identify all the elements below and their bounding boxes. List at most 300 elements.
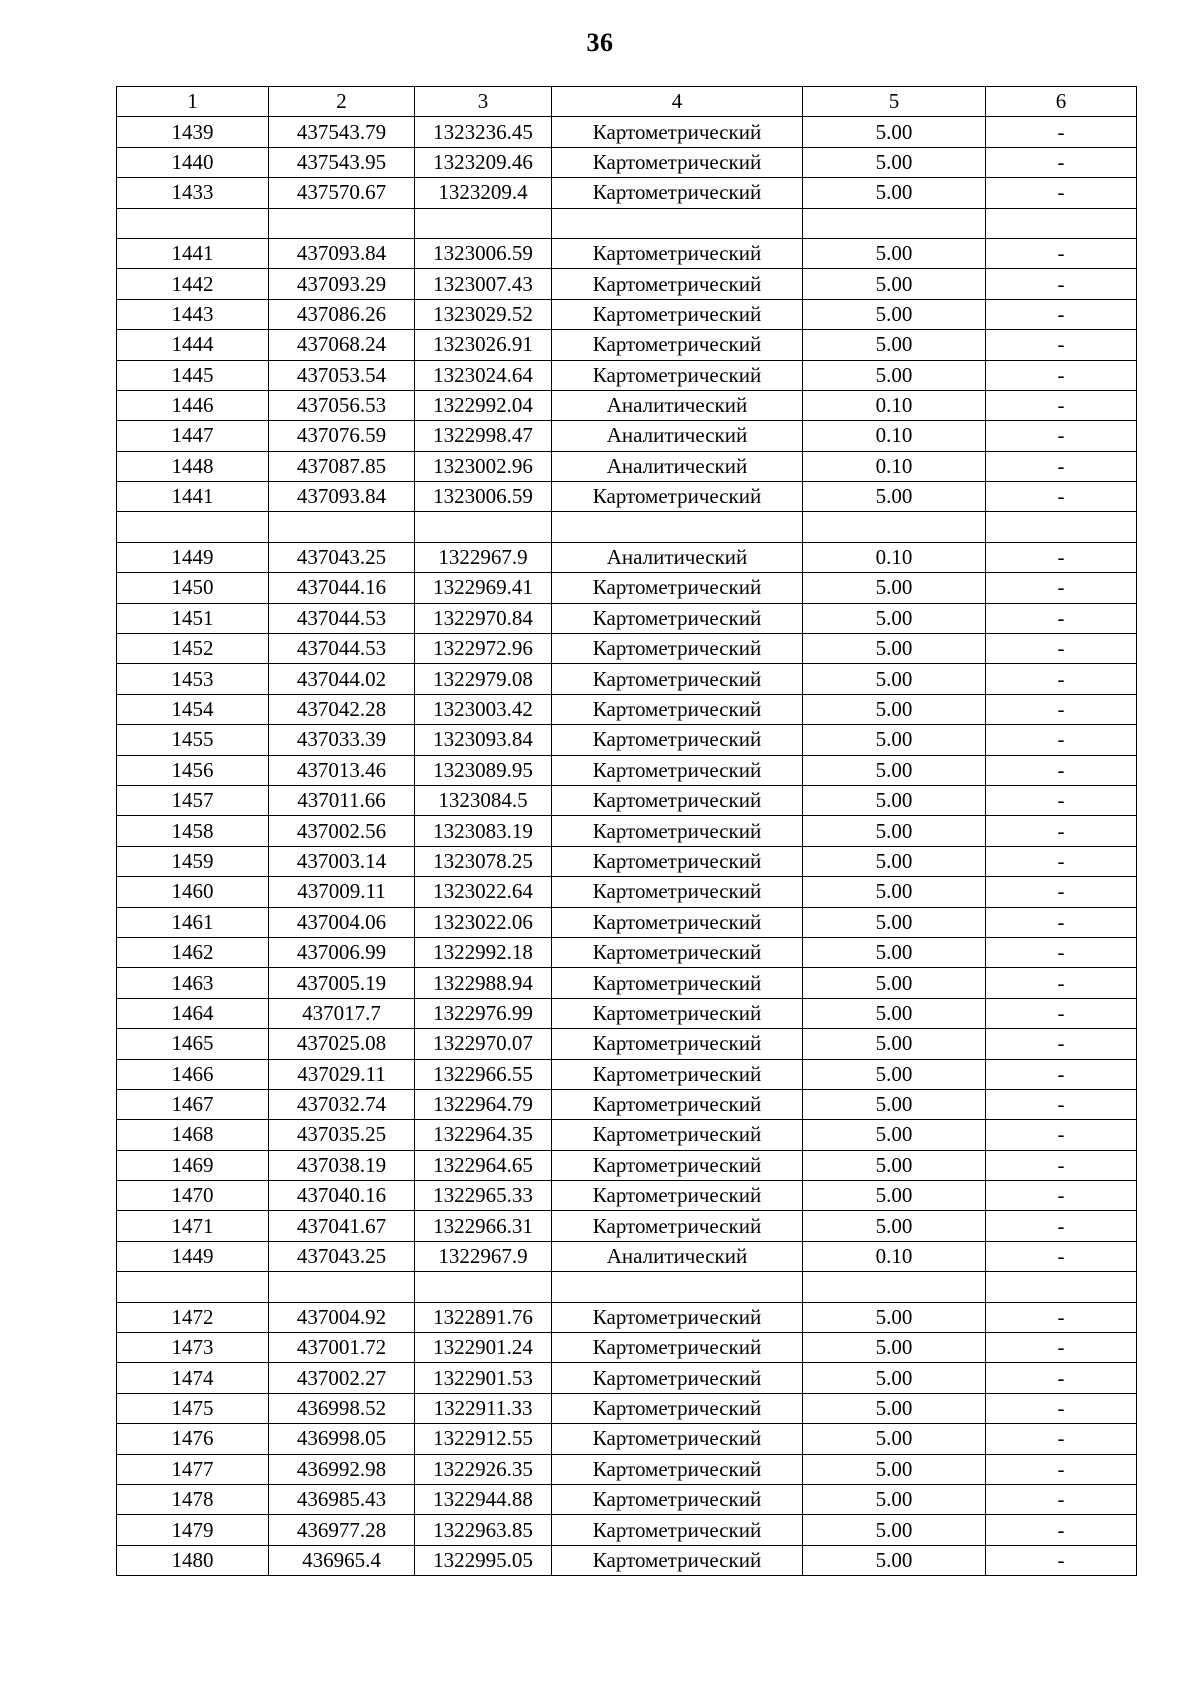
- cell-method: [552, 208, 803, 238]
- cell-y-coordinate: [415, 512, 552, 542]
- cell-method: Картометрический: [552, 785, 803, 815]
- cell-point-number: 1473: [117, 1333, 269, 1363]
- table-row: [117, 1241, 1137, 1271]
- cell-method: Картометрический: [552, 1424, 803, 1454]
- table-row: [117, 1393, 1137, 1423]
- cell-note: -: [986, 1515, 1137, 1545]
- cell-y-coordinate: 1322963.85: [415, 1515, 552, 1545]
- cell-note: -: [986, 1059, 1137, 1089]
- table-row: [117, 1363, 1137, 1393]
- cell-method: Картометрический: [552, 907, 803, 937]
- cell-point-number: 1464: [117, 998, 269, 1028]
- cell-method: Картометрический: [552, 816, 803, 846]
- cell-note: -: [986, 178, 1137, 208]
- cell-note: -: [986, 694, 1137, 724]
- cell-y-coordinate: 1322992.04: [415, 390, 552, 420]
- cell-method: [552, 512, 803, 542]
- cell-point-number: 1477: [117, 1454, 269, 1484]
- cell-method: Картометрический: [552, 1029, 803, 1059]
- cell-note: -: [986, 998, 1137, 1028]
- cell-accuracy: 5.00: [803, 573, 986, 603]
- cell-x-coordinate: 437040.16: [269, 1181, 415, 1211]
- cell-method: Картометрический: [552, 1545, 803, 1575]
- cell-accuracy: 5.00: [803, 634, 986, 664]
- cell-method: Аналитический: [552, 421, 803, 451]
- cell-x-coordinate: 437042.28: [269, 694, 415, 724]
- cell-point-number: 1441: [117, 238, 269, 268]
- cell-note: -: [986, 1393, 1137, 1423]
- header-cell-5: 5: [803, 87, 986, 117]
- cell-note: -: [986, 117, 1137, 147]
- cell-x-coordinate: 437044.02: [269, 664, 415, 694]
- cell-method: Картометрический: [552, 1393, 803, 1423]
- cell-note: -: [986, 299, 1137, 329]
- cell-method: Картометрический: [552, 968, 803, 998]
- cell-x-coordinate: 437001.72: [269, 1333, 415, 1363]
- cell-accuracy: 5.00: [803, 269, 986, 299]
- cell-point-number: [117, 1272, 269, 1302]
- cell-accuracy: 5.00: [803, 1089, 986, 1119]
- cell-note: -: [986, 664, 1137, 694]
- cell-method: Картометрический: [552, 1089, 803, 1119]
- cell-point-number: 1455: [117, 725, 269, 755]
- cell-x-coordinate: 437086.26: [269, 299, 415, 329]
- cell-x-coordinate: 436985.43: [269, 1484, 415, 1514]
- table-row: [117, 1515, 1137, 1545]
- cell-point-number: 1453: [117, 664, 269, 694]
- cell-point-number: 1468: [117, 1120, 269, 1150]
- table-row: [117, 1089, 1137, 1119]
- cell-note: -: [986, 937, 1137, 967]
- cell-method: Картометрический: [552, 755, 803, 785]
- cell-y-coordinate: 1323022.64: [415, 877, 552, 907]
- cell-method: Картометрический: [552, 846, 803, 876]
- cell-note: -: [986, 816, 1137, 846]
- cell-note: -: [986, 1211, 1137, 1241]
- cell-y-coordinate: 1322912.55: [415, 1424, 552, 1454]
- cell-x-coordinate: 437005.19: [269, 968, 415, 998]
- cell-y-coordinate: 1322911.33: [415, 1393, 552, 1423]
- cell-method: Картометрический: [552, 178, 803, 208]
- cell-method: Картометрический: [552, 1484, 803, 1514]
- cell-accuracy: 5.00: [803, 877, 986, 907]
- table-row: [117, 1059, 1137, 1089]
- cell-note: -: [986, 1545, 1137, 1575]
- cell-x-coordinate: 436998.52: [269, 1393, 415, 1423]
- cell-accuracy: 0.10: [803, 1241, 986, 1271]
- cell-note: -: [986, 1120, 1137, 1150]
- table-row: [117, 330, 1137, 360]
- cell-method: Картометрический: [552, 877, 803, 907]
- cell-y-coordinate: 1322966.31: [415, 1211, 552, 1241]
- table-row: [117, 360, 1137, 390]
- header-cell-1: 1: [117, 87, 269, 117]
- cell-x-coordinate: 437056.53: [269, 390, 415, 420]
- table-row: [117, 390, 1137, 420]
- cell-accuracy: 5.00: [803, 755, 986, 785]
- cell-x-coordinate: 437093.84: [269, 238, 415, 268]
- cell-note: -: [986, 390, 1137, 420]
- cell-method: Картометрический: [552, 998, 803, 1028]
- cell-y-coordinate: 1322964.35: [415, 1120, 552, 1150]
- cell-x-coordinate: 437093.29: [269, 269, 415, 299]
- cell-accuracy: 5.00: [803, 694, 986, 724]
- table-row: [117, 421, 1137, 451]
- table-row: [117, 269, 1137, 299]
- cell-point-number: 1471: [117, 1211, 269, 1241]
- cell-accuracy: 5.00: [803, 147, 986, 177]
- cell-method: Картометрический: [552, 603, 803, 633]
- cell-y-coordinate: 1323026.91: [415, 330, 552, 360]
- cell-method: Картометрический: [552, 664, 803, 694]
- cell-note: -: [986, 360, 1137, 390]
- cell-y-coordinate: 1322965.33: [415, 1181, 552, 1211]
- cell-y-coordinate: [415, 208, 552, 238]
- cell-accuracy: 5.00: [803, 1029, 986, 1059]
- cell-x-coordinate: 437093.84: [269, 482, 415, 512]
- cell-accuracy: 5.00: [803, 664, 986, 694]
- header-row: [117, 87, 1137, 117]
- cell-method: Аналитический: [552, 1241, 803, 1271]
- cell-point-number: 1439: [117, 117, 269, 147]
- cell-note: -: [986, 1363, 1137, 1393]
- cell-note: -: [986, 1089, 1137, 1119]
- cell-point-number: 1479: [117, 1515, 269, 1545]
- cell-x-coordinate: 437025.08: [269, 1029, 415, 1059]
- cell-y-coordinate: 1322901.24: [415, 1333, 552, 1363]
- cell-x-coordinate: 437029.11: [269, 1059, 415, 1089]
- cell-y-coordinate: 1323209.46: [415, 147, 552, 177]
- cell-y-coordinate: 1323022.06: [415, 907, 552, 937]
- cell-y-coordinate: 1323006.59: [415, 238, 552, 268]
- cell-accuracy: 0.10: [803, 542, 986, 572]
- cell-method: Картометрический: [552, 634, 803, 664]
- cell-accuracy: 5.00: [803, 482, 986, 512]
- cell-y-coordinate: 1322964.65: [415, 1150, 552, 1180]
- table-row: [117, 1029, 1137, 1059]
- table-row: [117, 664, 1137, 694]
- cell-accuracy: [803, 512, 986, 542]
- cell-x-coordinate: 437087.85: [269, 451, 415, 481]
- cell-accuracy: 5.00: [803, 785, 986, 815]
- cell-note: -: [986, 603, 1137, 633]
- cell-accuracy: 0.10: [803, 451, 986, 481]
- table-row: [117, 1150, 1137, 1180]
- cell-y-coordinate: 1323084.5: [415, 785, 552, 815]
- cell-x-coordinate: [269, 512, 415, 542]
- table-row: [117, 147, 1137, 177]
- table-row: [117, 1545, 1137, 1575]
- cell-accuracy: [803, 208, 986, 238]
- cell-method: Картометрический: [552, 1120, 803, 1150]
- cell-x-coordinate: 436992.98: [269, 1454, 415, 1484]
- table-row: [117, 877, 1137, 907]
- cell-point-number: 1476: [117, 1424, 269, 1454]
- cell-accuracy: 5.00: [803, 1150, 986, 1180]
- cell-point-number: 1451: [117, 603, 269, 633]
- cell-note: -: [986, 1454, 1137, 1484]
- cell-note: [986, 208, 1137, 238]
- cell-point-number: 1447: [117, 421, 269, 451]
- cell-point-number: 1472: [117, 1302, 269, 1332]
- table-row: [117, 573, 1137, 603]
- cell-note: -: [986, 785, 1137, 815]
- table-row: [117, 1333, 1137, 1363]
- cell-y-coordinate: 1323029.52: [415, 299, 552, 329]
- cell-x-coordinate: 436965.4: [269, 1545, 415, 1575]
- table-row: [117, 1302, 1137, 1332]
- cell-method: Аналитический: [552, 390, 803, 420]
- cell-point-number: 1446: [117, 390, 269, 420]
- cell-accuracy: 5.00: [803, 1363, 986, 1393]
- table-row: [117, 1120, 1137, 1150]
- cell-accuracy: 5.00: [803, 178, 986, 208]
- table-header: [117, 87, 1137, 117]
- cell-x-coordinate: 437053.54: [269, 360, 415, 390]
- table-row: [117, 299, 1137, 329]
- cell-note: -: [986, 330, 1137, 360]
- cell-y-coordinate: 1322995.05: [415, 1545, 552, 1575]
- cell-method: [552, 1272, 803, 1302]
- cell-x-coordinate: 437043.25: [269, 1241, 415, 1271]
- cell-x-coordinate: 437002.56: [269, 816, 415, 846]
- cell-x-coordinate: 437017.7: [269, 998, 415, 1028]
- cell-accuracy: 5.00: [803, 238, 986, 268]
- cell-x-coordinate: 436998.05: [269, 1424, 415, 1454]
- cell-y-coordinate: 1322998.47: [415, 421, 552, 451]
- cell-note: -: [986, 877, 1137, 907]
- table-row: [117, 907, 1137, 937]
- table-row: [117, 178, 1137, 208]
- cell-x-coordinate: 437543.79: [269, 117, 415, 147]
- cell-accuracy: 5.00: [803, 1120, 986, 1150]
- cell-note: -: [986, 1029, 1137, 1059]
- cell-point-number: 1442: [117, 269, 269, 299]
- cell-point-number: 1459: [117, 846, 269, 876]
- cell-method: Картометрический: [552, 725, 803, 755]
- cell-y-coordinate: 1323089.95: [415, 755, 552, 785]
- cell-x-coordinate: 437013.46: [269, 755, 415, 785]
- cell-y-coordinate: 1323007.43: [415, 269, 552, 299]
- cell-accuracy: 5.00: [803, 330, 986, 360]
- cell-method: Картометрический: [552, 694, 803, 724]
- table-row: [117, 634, 1137, 664]
- table-row: [117, 1484, 1137, 1514]
- cell-accuracy: [803, 1272, 986, 1302]
- cell-point-number: 1454: [117, 694, 269, 724]
- cell-y-coordinate: 1322970.84: [415, 603, 552, 633]
- cell-note: -: [986, 147, 1137, 177]
- cell-accuracy: 5.00: [803, 907, 986, 937]
- cell-y-coordinate: 1322970.07: [415, 1029, 552, 1059]
- cell-point-number: 1480: [117, 1545, 269, 1575]
- cell-y-coordinate: 1322967.9: [415, 1241, 552, 1271]
- cell-method: Картометрический: [552, 1211, 803, 1241]
- cell-accuracy: 5.00: [803, 299, 986, 329]
- cell-point-number: 1475: [117, 1393, 269, 1423]
- cell-y-coordinate: 1323209.4: [415, 178, 552, 208]
- cell-point-number: 1450: [117, 573, 269, 603]
- table-row: [117, 785, 1137, 815]
- cell-y-coordinate: 1323093.84: [415, 725, 552, 755]
- cell-point-number: 1443: [117, 299, 269, 329]
- cell-y-coordinate: 1323006.59: [415, 482, 552, 512]
- cell-accuracy: 5.00: [803, 937, 986, 967]
- cell-accuracy: 5.00: [803, 1059, 986, 1089]
- coordinates-table: [116, 86, 1137, 1576]
- table-row: [117, 542, 1137, 572]
- cell-y-coordinate: 1322969.41: [415, 573, 552, 603]
- header-cell-6: 6: [986, 87, 1137, 117]
- cell-point-number: 1467: [117, 1089, 269, 1119]
- cell-note: -: [986, 482, 1137, 512]
- cell-x-coordinate: 437038.19: [269, 1150, 415, 1180]
- cell-method: Картометрический: [552, 482, 803, 512]
- cell-point-number: 1458: [117, 816, 269, 846]
- table-body: [117, 117, 1137, 1576]
- cell-point-number: 1433: [117, 178, 269, 208]
- cell-y-coordinate: 1322901.53: [415, 1363, 552, 1393]
- header-cell-4: 4: [552, 87, 803, 117]
- cell-method: Картометрический: [552, 573, 803, 603]
- table-row: [117, 512, 1137, 542]
- cell-method: Картометрический: [552, 299, 803, 329]
- table-row: [117, 1211, 1137, 1241]
- table-row: [117, 755, 1137, 785]
- cell-y-coordinate: 1322926.35: [415, 1454, 552, 1484]
- cell-x-coordinate: 437011.66: [269, 785, 415, 815]
- cell-accuracy: 5.00: [803, 1333, 986, 1363]
- cell-point-number: 1469: [117, 1150, 269, 1180]
- cell-y-coordinate: 1322976.99: [415, 998, 552, 1028]
- cell-y-coordinate: 1322972.96: [415, 634, 552, 664]
- cell-note: -: [986, 1484, 1137, 1514]
- cell-point-number: 1456: [117, 755, 269, 785]
- cell-y-coordinate: 1323002.96: [415, 451, 552, 481]
- cell-method: Картометрический: [552, 1363, 803, 1393]
- cell-point-number: 1448: [117, 451, 269, 481]
- cell-note: -: [986, 1150, 1137, 1180]
- cell-method: Аналитический: [552, 451, 803, 481]
- cell-point-number: 1457: [117, 785, 269, 815]
- cell-point-number: 1441: [117, 482, 269, 512]
- cell-note: [986, 1272, 1137, 1302]
- table-row: [117, 725, 1137, 755]
- cell-point-number: 1460: [117, 877, 269, 907]
- cell-note: -: [986, 573, 1137, 603]
- cell-y-coordinate: 1322967.9: [415, 542, 552, 572]
- cell-note: [986, 512, 1137, 542]
- cell-accuracy: 5.00: [803, 968, 986, 998]
- cell-accuracy: 5.00: [803, 1454, 986, 1484]
- cell-point-number: [117, 512, 269, 542]
- cell-x-coordinate: 437002.27: [269, 1363, 415, 1393]
- cell-accuracy: 5.00: [803, 816, 986, 846]
- cell-method: Картометрический: [552, 1515, 803, 1545]
- cell-accuracy: 5.00: [803, 1211, 986, 1241]
- cell-accuracy: 5.00: [803, 360, 986, 390]
- cell-x-coordinate: 437076.59: [269, 421, 415, 451]
- cell-y-coordinate: 1323083.19: [415, 816, 552, 846]
- cell-accuracy: 5.00: [803, 117, 986, 147]
- cell-y-coordinate: 1322966.55: [415, 1059, 552, 1089]
- cell-note: -: [986, 421, 1137, 451]
- cell-point-number: 1466: [117, 1059, 269, 1089]
- cell-point-number: 1478: [117, 1484, 269, 1514]
- cell-x-coordinate: 437033.39: [269, 725, 415, 755]
- cell-x-coordinate: 437043.25: [269, 542, 415, 572]
- cell-y-coordinate: [415, 1272, 552, 1302]
- table-row: [117, 816, 1137, 846]
- cell-method: Картометрический: [552, 269, 803, 299]
- cell-point-number: 1449: [117, 1241, 269, 1271]
- cell-method: Картометрический: [552, 147, 803, 177]
- table-row: [117, 1272, 1137, 1302]
- cell-x-coordinate: 437044.53: [269, 603, 415, 633]
- cell-y-coordinate: 1322891.76: [415, 1302, 552, 1332]
- table-row: [117, 1424, 1137, 1454]
- cell-note: -: [986, 634, 1137, 664]
- cell-accuracy: 5.00: [803, 1424, 986, 1454]
- cell-point-number: 1474: [117, 1363, 269, 1393]
- cell-method: Картометрический: [552, 1181, 803, 1211]
- cell-accuracy: 5.00: [803, 603, 986, 633]
- cell-accuracy: 5.00: [803, 725, 986, 755]
- cell-x-coordinate: [269, 1272, 415, 1302]
- cell-y-coordinate: 1322944.88: [415, 1484, 552, 1514]
- cell-y-coordinate: 1323024.64: [415, 360, 552, 390]
- cell-x-coordinate: 437003.14: [269, 846, 415, 876]
- cell-method: Картометрический: [552, 1059, 803, 1089]
- cell-note: -: [986, 725, 1137, 755]
- cell-point-number: 1449: [117, 542, 269, 572]
- table-row: [117, 968, 1137, 998]
- cell-accuracy: 5.00: [803, 1181, 986, 1211]
- cell-note: -: [986, 755, 1137, 785]
- cell-accuracy: 5.00: [803, 1515, 986, 1545]
- table-row: [117, 937, 1137, 967]
- cell-note: -: [986, 542, 1137, 572]
- cell-x-coordinate: 437032.74: [269, 1089, 415, 1119]
- cell-note: -: [986, 1241, 1137, 1271]
- cell-method: Картометрический: [552, 117, 803, 147]
- cell-note: -: [986, 238, 1137, 268]
- cell-x-coordinate: 437044.53: [269, 634, 415, 664]
- cell-x-coordinate: 437068.24: [269, 330, 415, 360]
- header-cell-3: 3: [415, 87, 552, 117]
- cell-x-coordinate: 437570.67: [269, 178, 415, 208]
- cell-point-number: 1463: [117, 968, 269, 998]
- table-row: [117, 238, 1137, 268]
- cell-point-number: 1465: [117, 1029, 269, 1059]
- cell-point-number: 1461: [117, 907, 269, 937]
- cell-accuracy: 5.00: [803, 998, 986, 1028]
- cell-method: Аналитический: [552, 542, 803, 572]
- cell-y-coordinate: 1323236.45: [415, 117, 552, 147]
- cell-y-coordinate: 1322992.18: [415, 937, 552, 967]
- cell-x-coordinate: [269, 208, 415, 238]
- cell-point-number: 1470: [117, 1181, 269, 1211]
- cell-note: -: [986, 451, 1137, 481]
- cell-accuracy: 5.00: [803, 1302, 986, 1332]
- cell-point-number: 1445: [117, 360, 269, 390]
- cell-y-coordinate: 1323078.25: [415, 846, 552, 876]
- cell-y-coordinate: 1322964.79: [415, 1089, 552, 1119]
- cell-x-coordinate: 437004.92: [269, 1302, 415, 1332]
- cell-x-coordinate: 437041.67: [269, 1211, 415, 1241]
- cell-note: -: [986, 846, 1137, 876]
- table-row: [117, 694, 1137, 724]
